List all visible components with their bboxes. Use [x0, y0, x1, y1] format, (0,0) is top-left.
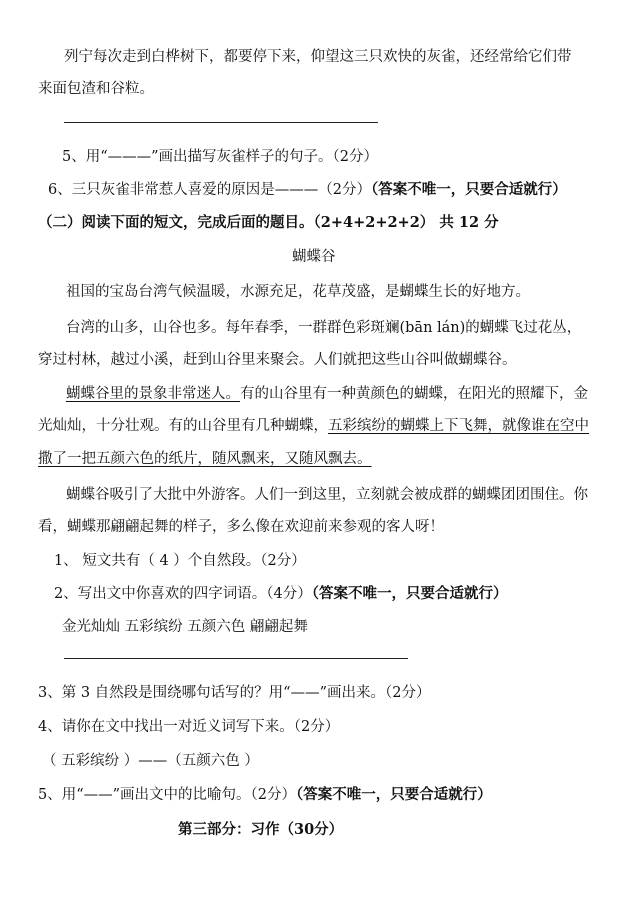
- paragraph-3-line-3: [38, 449, 372, 469]
- simile-sentence-part-2: 撒了一把五颜六色的纸片，随风飘来，又随风飘去。: [38, 451, 372, 467]
- paragraph-3-line-1-rest: 有的山谷里有一种黄颜色的蝴蝶，在阳光的照耀下，金: [240, 386, 588, 402]
- part-3-heading: 第三部分：习作（30分）: [178, 821, 344, 838]
- answer-4: 4、请你在文中找出一对近义词写下来。（2分）: [38, 719, 340, 735]
- answer-5: [38, 785, 492, 805]
- answer-2-text: 2、写出文中你喜欢的四字词语。（4分）: [54, 586, 312, 602]
- answer-4-response: （ 五彩缤纷 ）——（五颜六色 ）: [42, 753, 259, 769]
- passage-line-2: 来面包渣和谷粒。: [38, 81, 154, 97]
- answer-5-text: 5、用“——”画出文中的比喻句。（2分）: [38, 787, 297, 803]
- passage-title: 蝴蝶谷: [292, 249, 336, 265]
- paragraph-4-line-1: 蝴蝶谷吸引了大批中外游客。人们一到这里，立刻就会被成群的蝴蝶团团围住。你: [66, 487, 588, 503]
- paragraph-3-line-1: [66, 384, 588, 404]
- paragraph-3-line-2-start: 光灿灿，十分壮观。有的山谷里有几种蝴蝶，: [38, 418, 328, 434]
- answer-5-note: （答案不唯一，只要合适就行）: [296, 786, 492, 803]
- simile-sentence-part-1: 五彩缤纷的蝴蝶上下飞舞，就像谁在空中: [328, 418, 589, 434]
- paragraph-2-line-2: 穿过村林，越过小溪，赶到山谷里来聚会。人们就把这些山谷叫做蝴蝶谷。: [38, 352, 517, 368]
- question-6-note: （答案不唯一，只要合适就行）: [370, 181, 567, 198]
- paragraph-3-line-2: [38, 416, 589, 436]
- passage-line-1: 列宁每次走到白桦树下，都要停下来，仰望这三只欢快的灰雀，还经常给它们带: [64, 49, 572, 65]
- paragraph-1: 祖国的宝岛台湾气候温暖，水源充足，花草茂盛，是蝴蝶生长的好地方。: [66, 284, 530, 300]
- answer-3: 3、第 3 自然段是围绕哪句话写的？用“——”画出来。（2分）: [38, 685, 431, 701]
- question-6: [48, 180, 567, 200]
- answer-2: [54, 584, 507, 604]
- question-6-text: 6、三只灰雀非常惹人喜爱的原因是———（2分）: [48, 182, 371, 198]
- answer-2-note: （答案不唯一，只要合适就行）: [311, 585, 508, 602]
- answer-2-words: 金光灿灿 五彩缤纷 五颜六色 翩翩起舞: [62, 619, 308, 635]
- answer-line: [64, 122, 378, 123]
- section-2-heading: （二）阅读下面的短文，完成后面的题目。（2+4+2+2+2） 共 12 分: [38, 214, 499, 231]
- answer-line: [64, 658, 408, 659]
- question-5: 5、用“———”画出描写灰雀样子的句子。（2分）: [62, 149, 379, 165]
- paragraph-2-line-1: 台湾的山多，山谷也多。每年春季，一群群色彩斑斓(bān lán)的蝴蝶飞过花丛，: [66, 320, 582, 336]
- topic-sentence: 蝴蝶谷里的景象非常迷人。: [66, 386, 240, 402]
- answer-1: 1、 短文共有（ 4 ）个自然段。（2分）: [54, 553, 306, 569]
- paragraph-4-line-2: 看，蝴蝶那翩翩起舞的样子，多么像在欢迎前来参观的客人呀！: [38, 519, 444, 535]
